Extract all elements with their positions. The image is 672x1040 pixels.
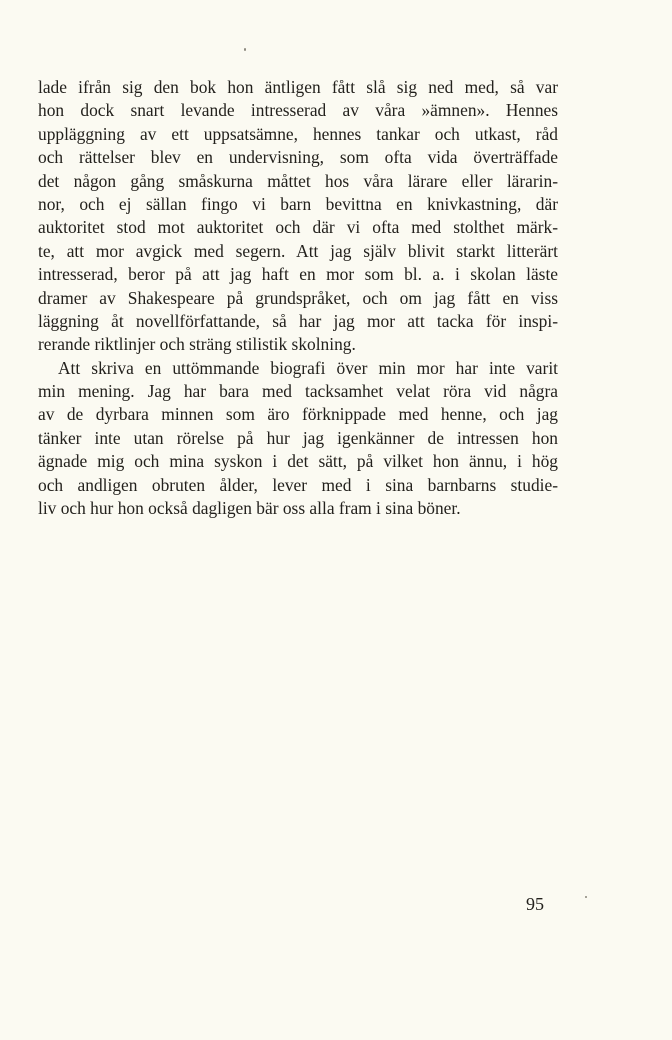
text-line: te, att mor avgick med segern. Att jag själv blivit starkt litterärt [38, 240, 558, 261]
paragraph-1 [38, 76, 558, 357]
text-line: ägnade mig och mina syskon i det sätt, på vilket hon ännu, i hög [38, 451, 558, 472]
paragraph-2 [38, 357, 558, 521]
text-line: nor, och ej sällan fingo vi barn bevittna en knivkastning, där [38, 193, 558, 214]
text-line: tänker inte utan rörelse på hur jag igenkänner de intressen hon [38, 427, 558, 448]
text-line: auktoritet stod mot auktoritet och där vi ofta med stolthet märk- [38, 217, 558, 238]
text-line: och rättelser blev en undervisning, som ofta vida överträffade [38, 147, 558, 168]
paper-speck [244, 48, 246, 51]
page-number: 95 [526, 894, 544, 914]
paper-speck [585, 896, 587, 898]
text-line: hon dock snart levande intresserad av våra »ämnen». Hennes [38, 100, 558, 121]
text-line: rerande riktlinjer och sträng stilistik skolning. [38, 334, 356, 355]
text-line: intresserad, beror på att jag haft en mor som bl. a. i skolan läste [38, 264, 558, 285]
text-line: liv och hur hon också dagligen bär oss alla fram i sina böner. [38, 498, 461, 519]
text-line: Att skriva en uttömmande biografi över min mor har inte varit [58, 357, 558, 378]
text-line: uppläggning av ett uppsatsämne, hennes tankar och utkast, råd [38, 123, 558, 144]
text-line: dramer av Shakespeare på grundspråket, och om jag fått en viss [38, 287, 558, 308]
text-line: av de dyrbara minnen som äro förknippade med henne, och jag [38, 404, 558, 425]
text-line: det någon gång småskurna måttet hos våra lärare eller lärarin- [38, 170, 558, 191]
text-line: och andligen obruten ålder, lever med i sina barnbarns studie- [38, 474, 558, 495]
text-line: lade ifrån sig den bok hon äntligen fått slå sig ned med, så var [38, 77, 558, 97]
text-line: min mening. Jag har bara med tacksamhet velat röra vid några [38, 381, 558, 402]
text-line: läggning åt novellförfattande, så har jag mor att tacka för inspi- [38, 310, 558, 331]
body-text [38, 76, 558, 520]
